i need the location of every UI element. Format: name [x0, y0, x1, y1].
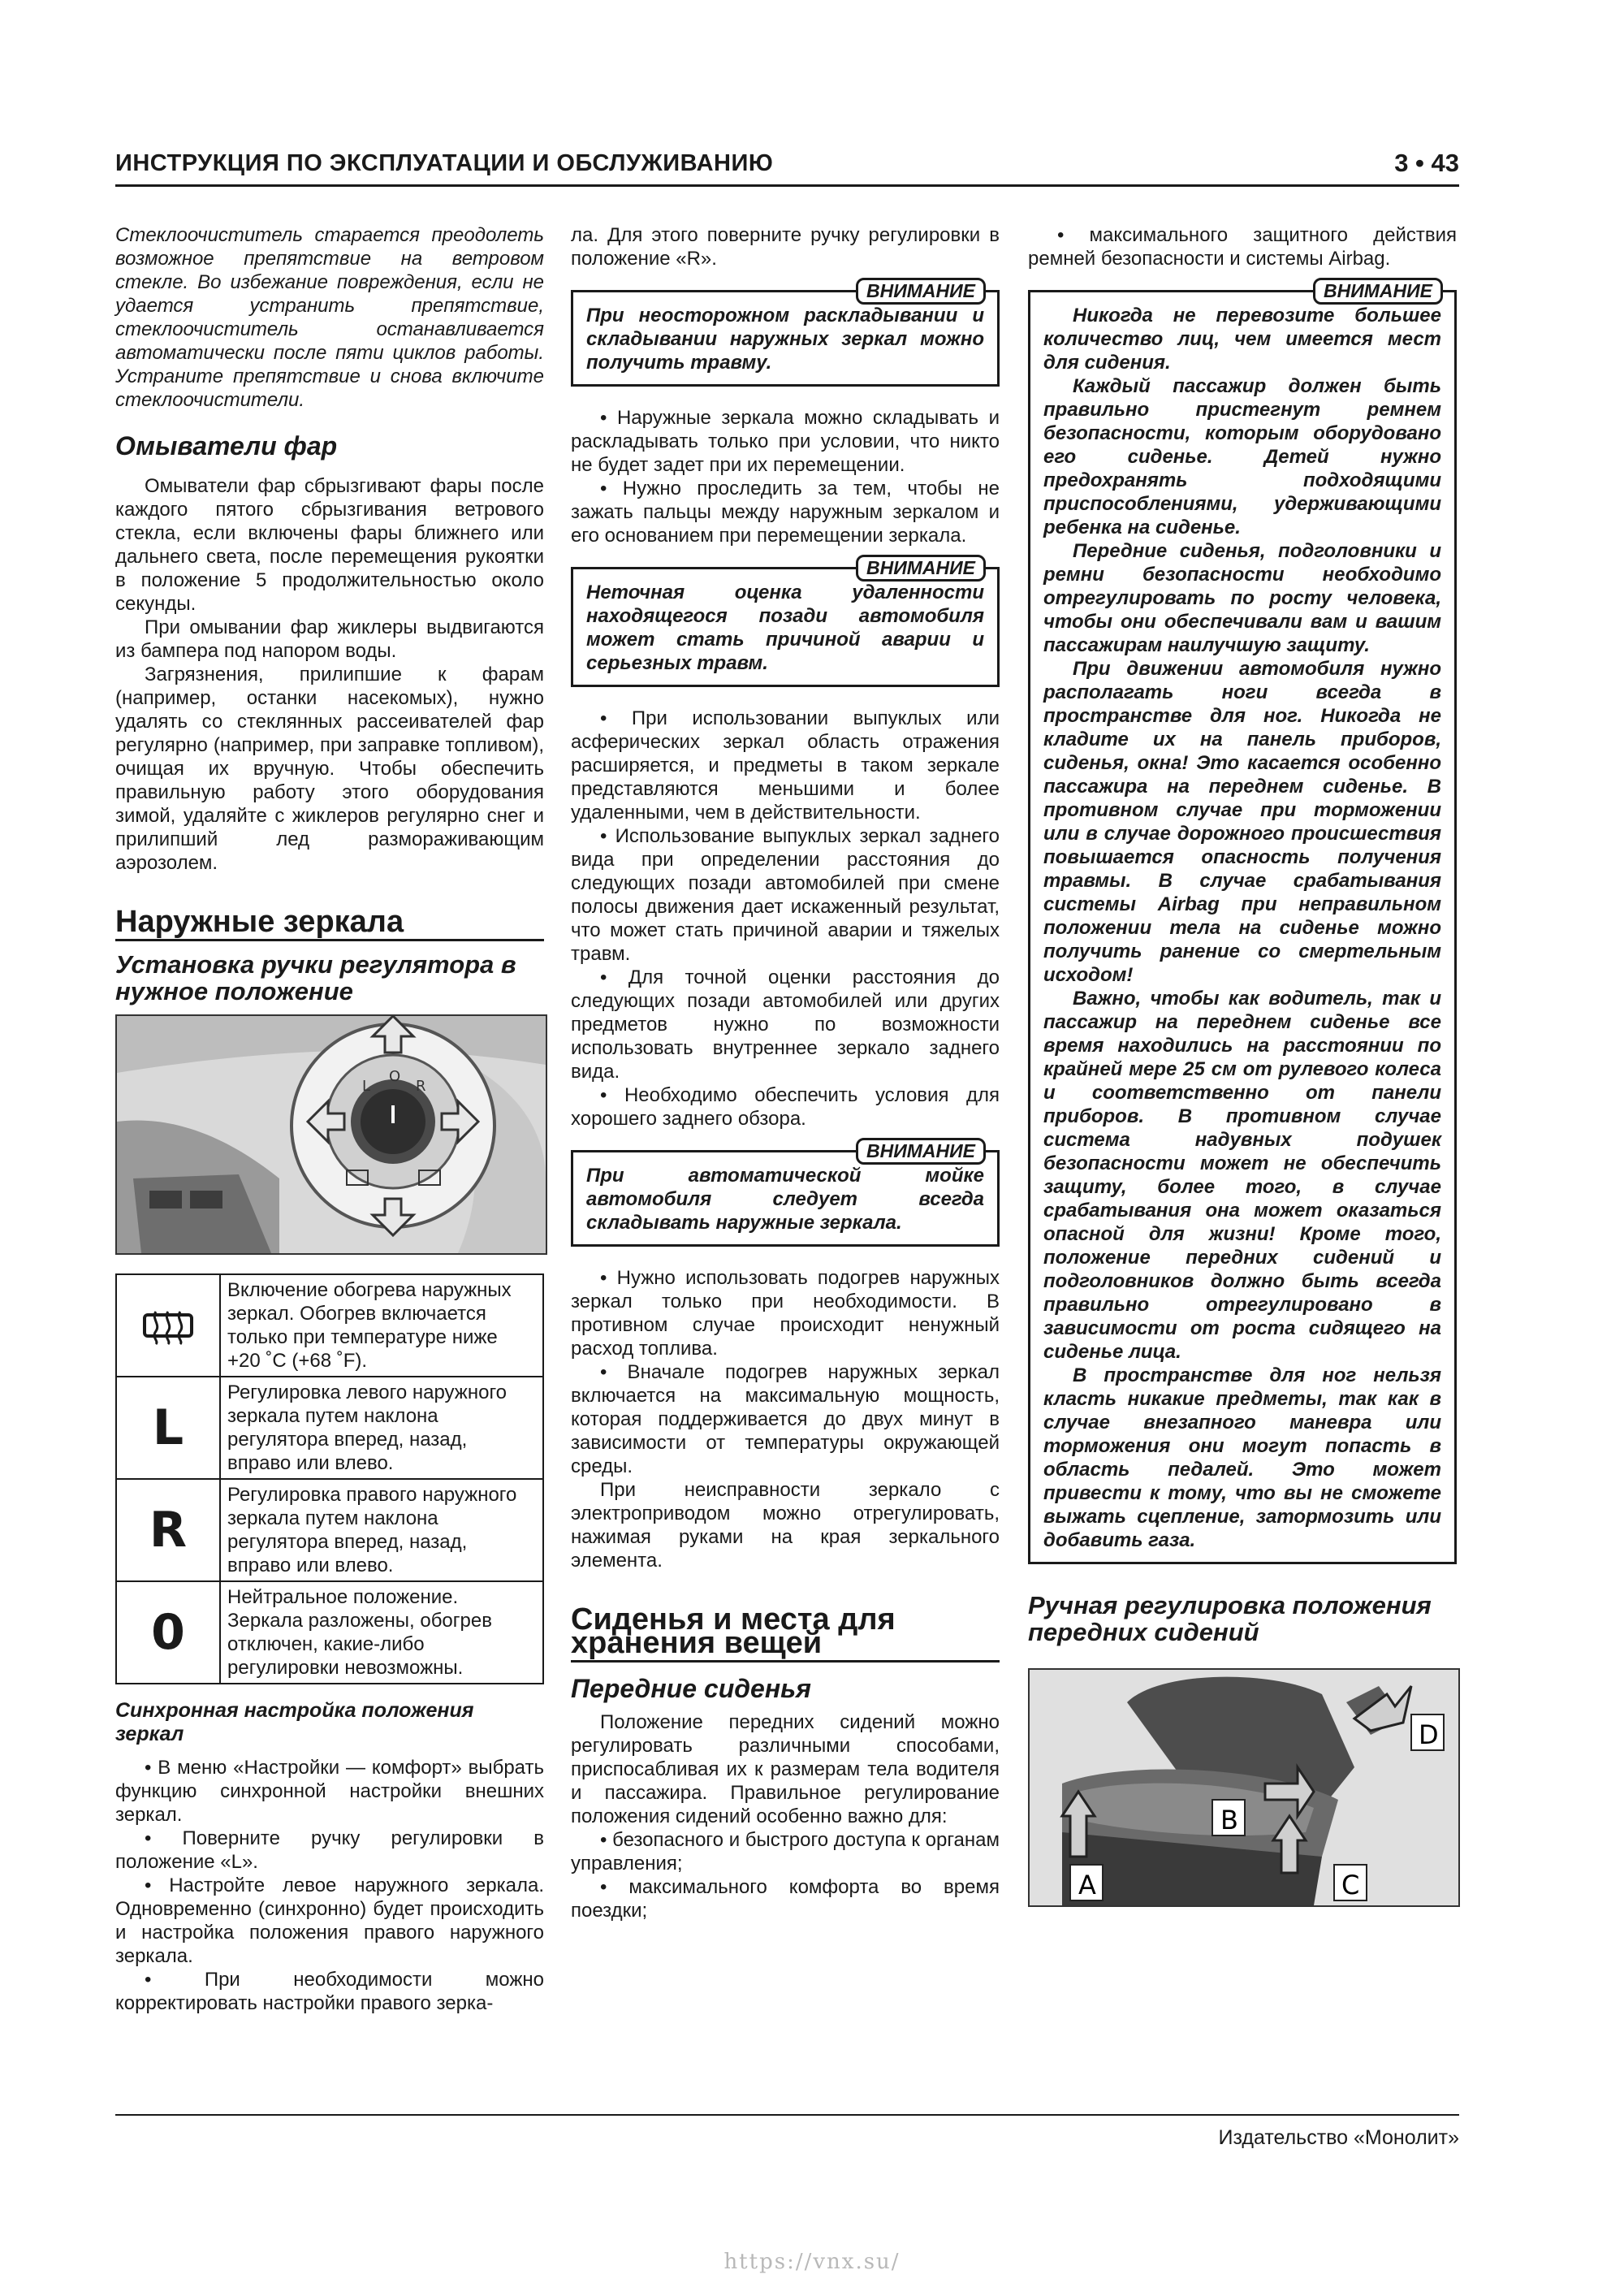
warning-label: ВНИМАНИЕ: [856, 555, 986, 582]
key-cell: R: [116, 1479, 220, 1581]
warning-text: Каждый пассажир должен быть правильно пристегнут ремнем безопасности, которым оборудовано его сиденье. Детей нужно предохранять подходящими приспособлениями, удерживающими ребенка на сиденье.: [1043, 375, 1441, 538]
warning-text: Никогда не перевозите большее количество лиц, чем имеется мест для сидения.: [1043, 305, 1441, 374]
list-item: • Поверните ручку регулировки в положение «L».: [115, 1827, 544, 1873]
warning-text: Передние сиденья, подголовники и ремни безопасности необходимо отрегулировать по росту человека, чтобы они обеспечивали вам и вашим пассажирам наилучшую защиту.: [1043, 540, 1441, 656]
table-row: [116, 1377, 543, 1479]
mirror-knob-photo: [115, 1014, 547, 1255]
column-2: [571, 223, 1000, 1922]
washers-heading: Омыватели фар: [115, 431, 338, 460]
key-description: Регулировка левого наружного зеркала путем наклона регулятора вперед, назад, вправо или влево.: [220, 1377, 543, 1479]
list-item: • Необходимо обеспечить условия для хорошего заднего обзора.: [571, 1084, 1000, 1130]
warning-text: В пространстве для ног нельзя класть никакие предметы, так как в случае внезапного маневра или торможения они могут попасть в область педалей. Это может привести к тому, что вы не сможете выжать сцепление, затормозить или добавить газа.: [1043, 1364, 1441, 1551]
mirror-controls-table: [115, 1273, 544, 1684]
list-item: • Использование выпуклых зеркал заднего вида при определении расстояния до следующих позади автомобилей при смене полосы движения дает искаженный результат, что может стать причиной аварии и тяжелых травм.: [571, 825, 1000, 965]
footer-rule: [115, 2114, 1459, 2116]
page-number: 3 • 43: [1394, 149, 1459, 177]
warning-label: ВНИМАНИЕ: [1313, 278, 1443, 305]
warning-text: При автоматической мойке автомобиля следует всегда складывать наружные зеркала.: [586, 1165, 984, 1234]
paragraph: ла. Для этого поверните ручку регулировки в положение «R».: [571, 224, 1000, 270]
seat-label-a: A: [1078, 1870, 1096, 1900]
warning-label: ВНИМАНИЕ: [856, 278, 986, 305]
key-description: Нейтральное положение. Зеркала разложены, обогрев отключен, какие-либо регулировки невозможны.: [220, 1581, 543, 1684]
header-rule: [115, 184, 1459, 187]
list-item: • максимального комфорта во время поездки;: [571, 1876, 1000, 1922]
column-1: [115, 223, 544, 2015]
warning-box: [571, 280, 1000, 387]
paragraph: Загрязнения, прилипшие к фарам (например, останки насекомых), нужно удалять со стеклянных рассеивателей фар регулярно (например, при заправке топливом), очищая их вручную. Чтобы обеспечить правильную работу этого оборудования зимой, удаляйте с жиклеров регулярно снег и прилипший лед размораживающим аэрозолем.: [115, 664, 544, 874]
list-item: • Настройте левое наружного зеркала. Одновременно (синхронно) будет происходить и настройка положения правого наружного зеркала.: [115, 1874, 544, 1967]
list-item: • Нужно проследить за тем, чтобы не зажать пальцы между наружным зеркалом и его основанием при перемещении зеркала.: [571, 478, 1000, 547]
warning-text: При движении автомобиля нужно располагать ноги всегда в пространстве для ног. Никогда не кладите их на панель приборов, сиденья, окна! Это касается особенно пассажира на переднем сиденье. В противном случае при торможении или в случае дорожного происшествия повышается опасность получения травмы. В случае срабатывания системы Airbag при неправильном положении тела на сиденье можно получить ранение со смертельным исходом!: [1043, 658, 1441, 986]
seat-label-c: C: [1341, 1870, 1360, 1900]
paragraph: Омыватели фар сбрызгивают фары после каждого пятого сбрызгивания ветрового стекла, если включены фары ближнего или дальнего света, после перемещения рукоятки в положение 5 продолжительностью около секунды.: [115, 475, 544, 615]
seat-label-d: D: [1419, 1719, 1439, 1750]
knob-label-r: R: [416, 1078, 426, 1095]
mirrors-section-heading: Наружные зеркала: [115, 910, 544, 941]
publisher: Издательство «Монолит»: [1218, 2126, 1459, 2149]
list-item: • максимального защитного действия ремней безопасности и системы Airbag.: [1028, 224, 1457, 270]
table-row: [116, 1479, 543, 1581]
key-cell: 0: [116, 1581, 220, 1684]
warning-label: ВНИМАНИЕ: [856, 1138, 986, 1165]
mirror-heater-icon: [140, 1305, 197, 1346]
seat-adjustment-photo: [1028, 1668, 1460, 1907]
warning-text: При неосторожном раскладывании и складывании наружных зеркал можно получить травму.: [586, 305, 984, 374]
paragraph: При неисправности зеркало с электроприводом можно отрегулировать, нажимая руками на края зеркального элемента.: [571, 1479, 1000, 1572]
list-item: • Наружные зеркала можно складывать и раскладывать только при условии, что никто не будет задет при их перемещении.: [571, 407, 1000, 476]
warning-box: [1028, 280, 1457, 1564]
key-cell: L: [116, 1377, 220, 1479]
list-item: • При необходимости можно корректировать настройки правого зерка-: [115, 1969, 544, 2014]
list-item: • безопасного и быстрого доступа к органам управления;: [571, 1829, 1000, 1874]
warning-box: [571, 1140, 1000, 1247]
seats-section-heading: Сиденья и места для хранения вещей: [571, 1608, 1000, 1663]
key-cell: [116, 1274, 220, 1377]
table-row: [116, 1274, 543, 1377]
paragraph: Положение передних сидений можно регулировать различными способами, приспосабливая их к размерам тела водителя и пассажира. Правильное регулирование положения сидений особенно важно для:: [571, 1711, 1000, 1827]
warning-text: Неточная оценка удаленности находящегося позади автомобиля может стать причиной аварии и серьезных травм.: [586, 582, 984, 674]
knob-heading: Установка ручки регулятора в нужное положение: [115, 950, 516, 1005]
watermark-url[interactable]: https://vnx.su/: [723, 2250, 901, 2274]
list-item: • При использовании выпуклых или асферических зеркал область отражения расширяется, и предметы в таком зеркале представляются меньшими и более удаленными, чем в действительности.: [571, 707, 1000, 824]
paragraph: При омывании фар жиклеры выдвигаются из бампера под напором воды.: [115, 616, 544, 662]
list-item: • Для точной оценки расстояния до следующих позади автомобилей или других предметов нужно по возможности использовать внутреннее зеркало заднего вида.: [571, 966, 1000, 1083]
column-3: [1028, 223, 1457, 1913]
knob-label-l: L: [362, 1078, 371, 1095]
sync-heading: Синхронная настройка положения зеркал: [115, 1699, 474, 1745]
warning-text: Важно, чтобы как водитель, так и пассажир на переднем сиденье все время находились на расстоянии по крайней мере 25 см от рулевого колеса и соответственно от панели приборов. В противном случае система надувных подушек безопасности может не обеспечить защиту, более того, в случае срабатывания она может оказаться опасной для жизни! Кроме того, положение передних сидений и подголовников должно быть всегда правильно отрегулировано в зависимости от роста сидящего на сиденье лица.: [1043, 988, 1441, 1363]
list-item: • Нужно использовать подогрев наружных зеркал только при необходимости. В противном случае происходит ненужный расход топлива.: [571, 1267, 1000, 1360]
warning-box: [571, 557, 1000, 687]
table-row: [116, 1581, 543, 1684]
key-description: Включение обогрева наружных зеркал. Обогрев включается только при температуре ниже +20 ˚C (+68 ˚F).: [220, 1274, 543, 1377]
running-title: ИНСТРУКЦИЯ ПО ЭКСПЛУАТАЦИИ И ОБСЛУЖИВАНИЮ: [115, 150, 774, 176]
knob-label-o: O: [389, 1068, 401, 1085]
key-description: Регулировка правого наружного зеркала путем наклона регулятора вперед, назад, вправо или влево.: [220, 1479, 543, 1581]
page-header: [115, 149, 1459, 186]
seat-label-b: B: [1220, 1805, 1238, 1836]
wiper-note: Стеклоочиститель старается преодолеть возможное препятствие на ветровом стекле. Во избежание повреждения, если не удается устранить препятствие, стеклоочиститель останавливается автоматически после пяти циклов работы. Устраните препятствие и снова включите стеклоочистители.: [115, 224, 544, 411]
manual-adjust-heading: Ручная регулировка положения передних сидений: [1028, 1591, 1432, 1646]
list-item: • В меню «Настройки — комфорт» выбрать функцию синхронной настройки внешних зеркал.: [115, 1757, 544, 1826]
list-item: • Вначале подогрев наружных зеркал включается на максимальную мощность, которая поддерживается до двух минут в зависимости от температуры окружающей среды.: [571, 1361, 1000, 1477]
front-seats-heading: Передние сиденья: [571, 1674, 811, 1703]
